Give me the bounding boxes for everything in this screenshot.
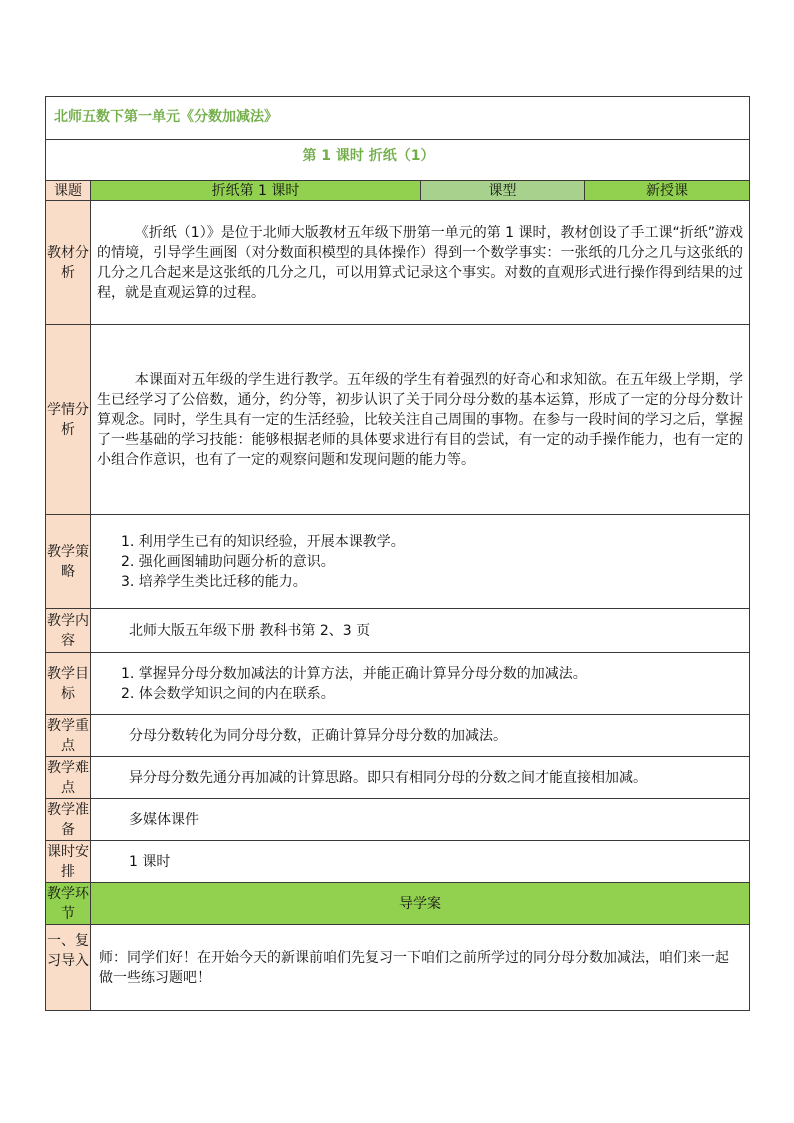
lesson-subtitle-text: 第 1 课时 折纸（1） <box>302 148 435 164</box>
strategy-item: 2. 强化画图辅助问题分析的意识。 <box>121 553 335 570</box>
content-label: 教学内容 <box>46 609 91 653</box>
preparation-text: 多媒体课件 <box>91 799 750 841</box>
students-analysis-text: 本课面对五年级的学生进行教学。五年级的学生有着强烈的好奇心和求知欲。在五年级上学期，学生已经学习了公倍数，通分，约分等，初步认识了关于同分母分数的基本运算，形成了一定的分母分数计算观念。同时，学生具有一定的生活经验，比较关注自己周围的事物。在参与一段时间的学习之后，掌握了一些基础的学习技能：能够根据老师的具体要求进行有目的尝试，有一定的动手操作能力，也有一定的小组合作意识，也有了一定的观察问题和发现问题的能力等。 <box>91 325 750 515</box>
difficulties-label: 教学难点 <box>46 757 91 799</box>
content-text: 北师大版五年级下册 教科书第 2、3 页 <box>91 609 750 653</box>
topic-label: 课题 <box>46 181 91 201</box>
material-label: 教材分析 <box>46 201 91 325</box>
review-label: 一、复习导入 <box>46 925 91 1011</box>
schedule-text: 1 课时 <box>91 841 750 883</box>
goal-item: 1. 掌握异分母分数加减法的计算方法，并能正确计算异分母分数的加减法。 <box>121 665 587 682</box>
lesson-plan-table <box>45 96 750 1011</box>
document-title: 北师五数下第一单元《分数加减法》 <box>46 97 750 140</box>
preparation-label: 教学准备 <box>46 799 91 841</box>
strategy-list <box>91 515 750 609</box>
strategy-item: 1. 利用学生已有的知识经验，开展本课教学。 <box>121 533 405 550</box>
process-label: 教学环节 <box>46 883 91 925</box>
lesson-type-value: 新授课 <box>585 181 750 201</box>
strategy-label: 教学策略 <box>46 515 91 609</box>
review-text: 师：同学们好！在开始今天的新课前咱们先复习一下咱们之前所学过的同分母分数加减法，咱们来一起做一些练习题吧！ <box>91 925 750 1011</box>
key-points-text: 分母分数转化为同分母分数，正确计算异分母分数的加减法。 <box>91 715 750 757</box>
goals-label: 教学目标 <box>46 653 91 715</box>
goal-item: 2. 体会数学知识之间的内在联系。 <box>121 685 335 702</box>
material-analysis-text: 《折纸（1）》是位于北师大版教材五年级下册第一单元的第 1 课时，教材创设了手工课“折纸”游戏的情境，引导学生画图（对分数面积模型的具体操作）得到一个数学事实：一张纸的几分之几与这张纸的几分之几合起来是这张纸的几分之几，可以用算式记录这个事实。对数的直观形式进行操作得到结果的过程，就是直观运算的过程。 <box>91 201 750 325</box>
topic-value: 折纸第 1 课时 <box>91 181 421 201</box>
goals-list <box>91 653 750 715</box>
difficulties-text: 异分母分数先通分再加减的计算思路。即只有相同分母的分数之间才能直接相加减。 <box>91 757 750 799</box>
lesson-subtitle <box>46 140 750 181</box>
schedule-label: 课时安排 <box>46 841 91 883</box>
strategy-item: 3. 培养学生类比迁移的能力。 <box>121 573 307 590</box>
students-label: 学情分析 <box>46 325 91 515</box>
key-points-label: 教学重点 <box>46 715 91 757</box>
guide-header: 导学案 <box>91 883 750 925</box>
lesson-type-label: 课型 <box>421 181 585 201</box>
